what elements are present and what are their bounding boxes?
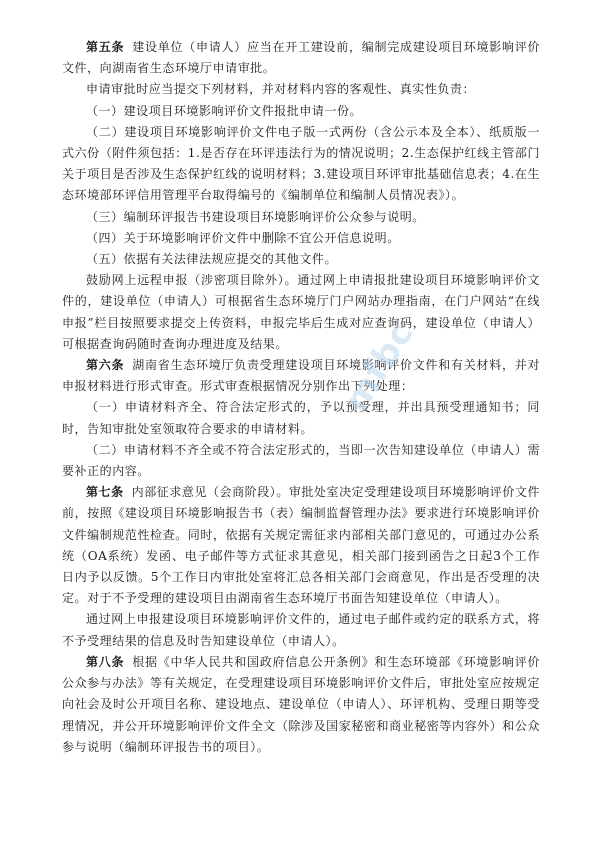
paragraph-text: （四）关于环境影响评价文件中删除不宜公开信息说明。 [86, 230, 400, 245]
watermark: mfbc [336, 314, 423, 420]
list-item [62, 249, 540, 270]
paragraph-text: 通过网上申报建设项目环境影响评价文件的，通过电子邮件或约定的联系方式，将不予受理结果的信息及时告知建设单位（申请人）。 [62, 612, 540, 648]
paragraph-article-5 [62, 37, 540, 79]
paragraph-text: （一）建设项目环境影响评价文件报批申请一份。 [86, 103, 363, 118]
document-body [62, 37, 540, 758]
paragraph-text: 建设单位（申请人）应当在开工建设前，编制完成建设项目环境影响评价文件，向湖南省生态环境厅申请审批。 [62, 40, 540, 76]
paragraph-text: 湖南省生态环境厅负责受理建设项目环境影响评价文件和有关材料，并对申报材料进行形式审查。形式审查根据情况分别作出下列处理： [62, 358, 540, 394]
paragraph-text: （二）申请材料不齐全或不符合法定形式的，当即一次告知建设单位（申请人）需要补正的内容。 [62, 442, 540, 479]
list-item [62, 228, 540, 249]
paragraph-text: 申请审批时应当提交下列材料，并对材料内容的客观性、真实性负责： [86, 82, 476, 97]
list-item [62, 440, 540, 482]
article-number: 第六条 [86, 358, 125, 373]
list-item [62, 101, 540, 122]
paragraph-text: 鼓励网上远程申报（涉密项目除外）。通过网上申请报批建设项目环境影响评价文件的，建设单位（申请人）可根据省生态环境厅门户网站办理指南，在门户网站“在线申报”栏目按照要求提交上传资料，申报完毕后生成对应查询码，建设单位（申请人）可根据查询码随时查询办理进度及结果。 [62, 273, 540, 351]
list-item [62, 122, 540, 207]
paragraph-article-6 [62, 355, 540, 397]
article-number: 第七条 [86, 485, 124, 500]
paragraph-text: 根据《中华人民共和国政府信息公开条例》和生态环境部《环境影响评价公众参与办法》等有关规定，在受理建设项目环境影响评价文件后，审批处室应按规定向社会及时公开项目名称、建设地点、建设单位（申请人）、环评机构、受理日期等受理情况，并公开环境影响评价文件全文（除涉及国家秘密和商业秘密等内容外）和公众参与说明（编制环评报告书的项目）。 [62, 654, 540, 754]
paragraph-text: （一）申请材料齐全、符合法定形式的，予以预受理，并出具预受理通知书；同时，告知审批处室领取符合要求的申请材料。 [62, 400, 540, 436]
list-item [62, 207, 540, 228]
paragraph-text: 内部征求意见（会商阶段）。审批处室决定受理建设项目环境影响评价文件前，按照《建设项目环境影响报告书（表）编制监督管理办法》要求进行环境影响评价文件编制规范性检查。同时，依据有关规定需征求内部相关部门意见的，可通过办公系统（OA系统）发函、电子邮件等方式征求其意见，相关部门接到函告之日起3个工作日内予以反馈。5个工作日内审批处室将汇总各相关部门会商意见，作出是否受理的决定。对于不予受理的建设项目由湖南省生态环境厅书面告知建设单位（申请人）。 [62, 485, 540, 606]
article-number: 第五条 [86, 40, 125, 54]
article-number: 第八条 [86, 654, 125, 669]
paragraph [62, 270, 540, 355]
paragraph-article-7 [62, 482, 540, 609]
paragraph-text: （五）依据有关法律法规应提交的其他文件。 [86, 252, 338, 267]
paragraph [62, 609, 540, 651]
paragraph-article-8 [62, 652, 540, 758]
list-item [62, 397, 540, 439]
paragraph-text: （二）建设项目环境影响评价文件电子版一式两份（含公示本及全本）、纸质版一式六份（附件须包括：1.是否存在环评违法行为的情况说明；2.生态保护红线主管部门关于项目是否涉及生态保护红线的说明材料；3.建设项目环评审批基础信息表；4.在生态环境部环评信用管理平台取得编号的《编制单位和编制人员情况表》）。 [62, 124, 540, 203]
paragraph-text: （三）编制环评报告书建设项目环境影响评价公众参与说明。 [86, 209, 425, 224]
paragraph [62, 79, 540, 100]
